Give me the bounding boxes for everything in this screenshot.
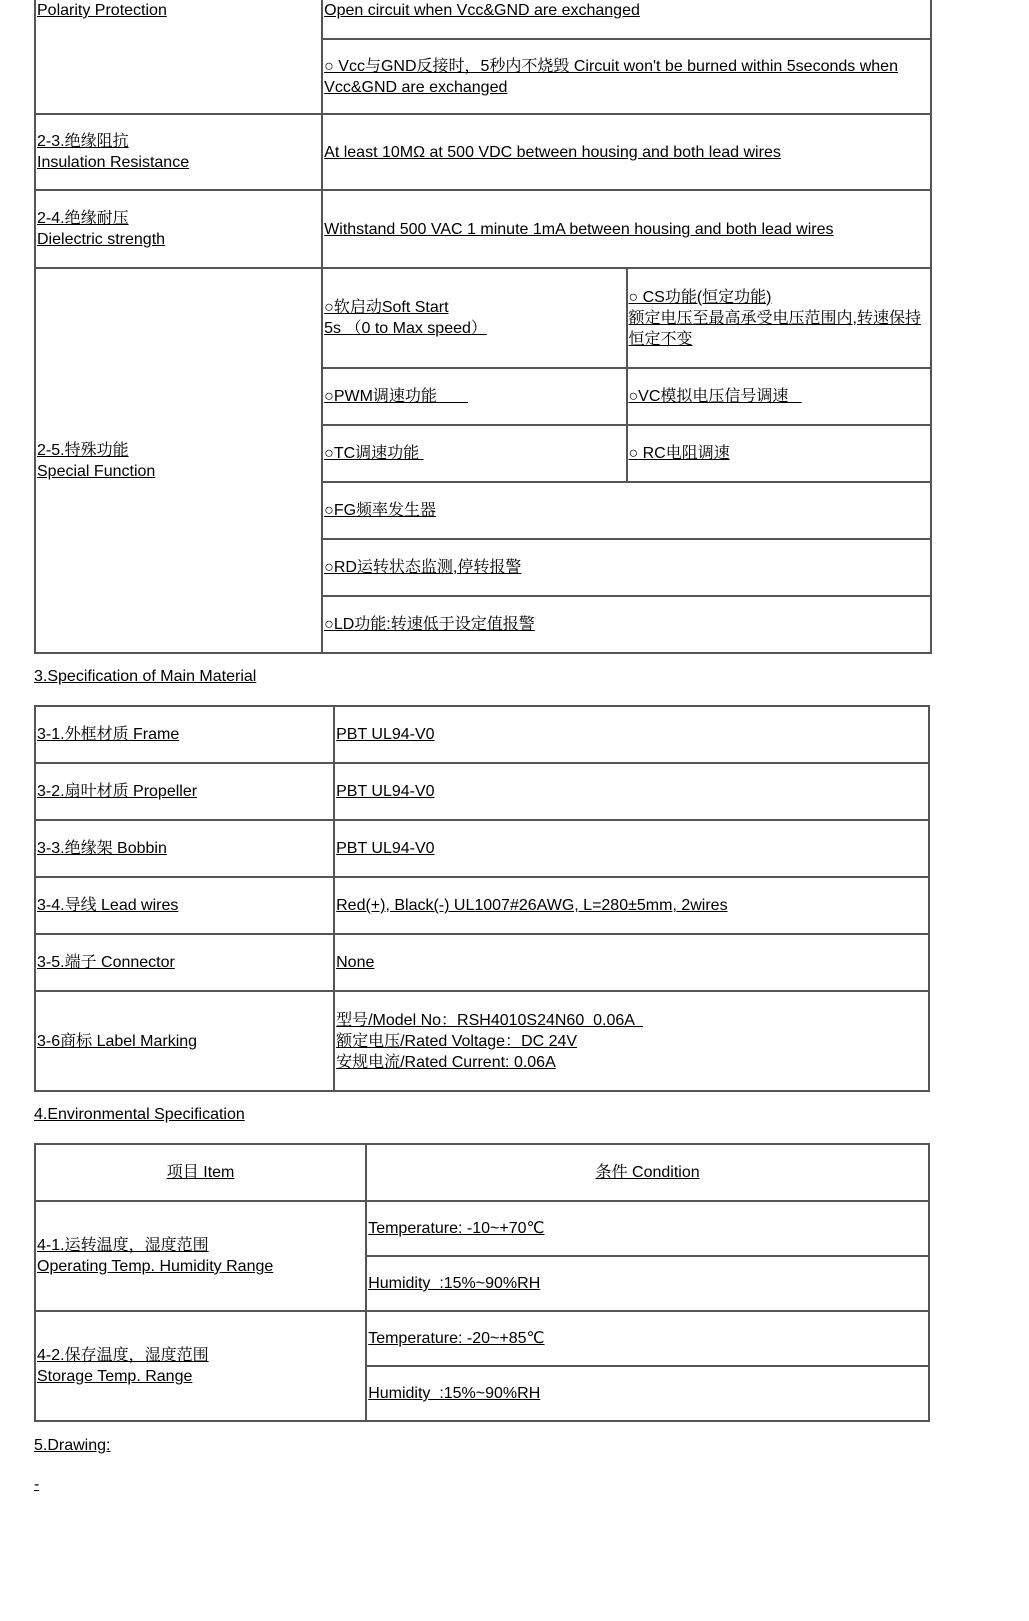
header-condition: 条件 Condition [366, 1144, 929, 1201]
rc-cell: ○ RC电阻调速 [627, 425, 932, 482]
cs-function-cell: ○ CS功能(恒定功能) 额定电压至最高承受电压范围内,转速保持恒定不变 [627, 268, 932, 368]
ld-cell: ○LD功能:转速低于设定值报警 [322, 596, 931, 653]
drawing-placeholder: - [34, 1476, 40, 1493]
pwm-cell: ○PWM调速功能 [322, 368, 626, 425]
electrical-spec-table [34, 0, 932, 654]
section-4-title: 4.Environmental Specification [34, 1106, 245, 1123]
section-3-title: 3.Specification of Main Material [34, 668, 257, 685]
material-label: 3-2.扇叶材质 Propeller [35, 763, 334, 820]
material-label: 3-4.导线 Lead wires [35, 877, 334, 934]
insulation-value: At least 10MΩ at 500 VDC between housing and both lead wires [322, 114, 931, 190]
tc-cell: ○TC调速功能 [322, 425, 626, 482]
material-label: 3-3.绝缘架 Bobbin [35, 820, 334, 877]
rd-cell: ○RD运转状态监测,停转报警 [322, 539, 931, 596]
polarity-label: Polarity Protection [35, 0, 322, 114]
operating-humidity: Humidity :15%~90%RH [366, 1256, 929, 1311]
operating-label: 4-1.运转温度，湿度范围 Operating Temp. Humidity Range [35, 1201, 366, 1311]
polarity-value-1: Open circuit when Vcc&GND are exchanged [322, 0, 931, 39]
material-value: PBT UL94-V0 [334, 763, 929, 820]
label-marking-label: 3-6商标 Label Marking [35, 991, 334, 1091]
special-function-label: 2-5.特殊功能 Special Function [35, 268, 322, 653]
storage-temp: Temperature: -20~+85℃ [366, 1311, 929, 1366]
storage-humidity: Humidity :15%~90%RH [366, 1366, 929, 1421]
material-value: None [334, 934, 929, 991]
section-5-title: 5.Drawing: [34, 1437, 111, 1454]
environmental-spec-table [34, 1143, 930, 1422]
storage-label: 4-2.保存温度，湿度范围 Storage Temp. Range [35, 1311, 366, 1421]
material-spec-table [34, 705, 930, 1092]
material-value: PBT UL94-V0 [334, 820, 929, 877]
material-value: PBT UL94-V0 [334, 706, 929, 763]
soft-start-cell: ○软启动Soft Start 5s （0 to Max speed） [322, 268, 626, 368]
dielectric-value: Withstand 500 VAC 1 minute 1mA between housing and both lead wires [322, 190, 931, 268]
header-item: 项目 Item [35, 1144, 366, 1201]
material-label: 3-1.外框材质 Frame [35, 706, 334, 763]
operating-temp: Temperature: -10~+70℃ [366, 1201, 929, 1256]
vc-cell: ○VC模拟电压信号调速 [627, 368, 932, 425]
material-label: 3-5.端子 Connector [35, 934, 334, 991]
material-value: Red(+), Black(-) UL1007#26AWG, L=280±5mm, 2wires [334, 877, 929, 934]
polarity-value-2: ○ Vcc与GND反接时，5秒内不烧毁 Circuit won't be burned within 5seconds when Vcc&GND are exchanged [322, 39, 931, 114]
label-marking-value: 型号/Model No：RSH4010S24N60 0.06A 额定电压/Rated Voltage：DC 24V 安规电流/Rated Current: 0.06A [334, 991, 929, 1091]
insulation-label: 2-3.绝缘阻抗 Insulation Resistance [35, 114, 322, 190]
fg-cell: ○FG频率发生器 [322, 482, 931, 539]
dielectric-label: 2-4.绝缘耐压 Dielectric strength [35, 190, 322, 268]
